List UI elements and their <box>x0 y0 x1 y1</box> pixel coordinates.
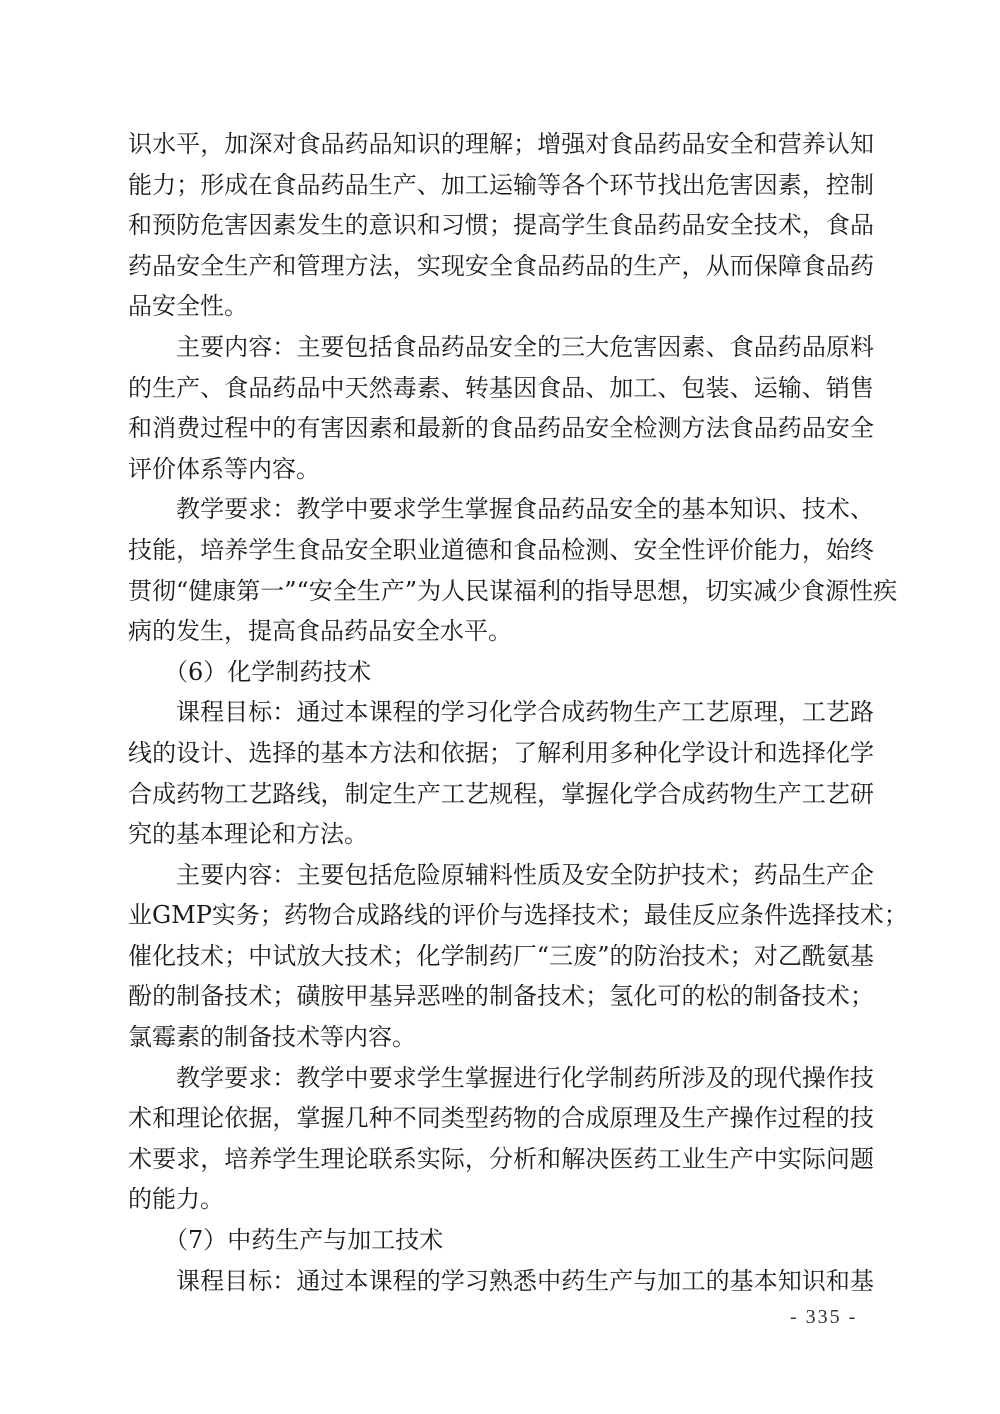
paragraph-start-line: 主要内容：主要包括食品药品安全的三大危害因素、食品药品原料 <box>176 332 874 361</box>
document-body <box>128 124 908 1301</box>
text-line: 催化技术；中试放大技术；化学制药厂“三废”的防治技术；对乙酰氨基 <box>128 941 874 970</box>
text-line: 业GMP实务；药物合成路线的评价与选择技术；最佳反应条件选择技术； <box>128 901 908 930</box>
paragraph-start-line: 课程目标：通过本课程的学习熟悉中药生产与加工的基本知识和基 <box>176 1266 874 1295</box>
paragraph-start-line: 主要内容：主要包括危险原辅料性质及安全防护技术；药品生产企 <box>176 860 874 889</box>
text-line: 贯彻“健康第一”“安全生产”为人民谋福利的指导思想，切实减少食源性疾 <box>128 576 898 605</box>
text-line: 能力；形成在食品药品生产、加工运输等各个环节找出危害因素，控制 <box>128 170 874 199</box>
text-line: 线的设计、选择的基本方法和依据；了解利用多种化学设计和选择化学 <box>128 738 874 767</box>
text-line: 病的发生，提高食品药品安全水平。 <box>128 617 512 646</box>
text-line: 药品安全生产和管理方法，实现安全食品药品的生产，从而保障食品药 <box>128 251 874 280</box>
text-line: 品安全性。 <box>128 292 248 321</box>
text-line: 和预防危害因素发生的意识和习惯；提高学生食品药品安全技术，食品 <box>128 211 874 240</box>
text-line: 识水平，加深对食品药品知识的理解；增强对食品药品安全和营养认知 <box>128 130 874 158</box>
paragraph-start-line: 教学要求：教学中要求学生掌握进行化学制药所涉及的现代操作技 <box>176 1063 874 1092</box>
text-line: 技能，培养学生食品安全职业道德和食品检测、安全性评价能力，始终 <box>128 535 874 564</box>
text-line: 术和理论依据，掌握几种不同类型药物的合成原理及生产操作过程的技 <box>128 1104 874 1133</box>
page-number: - 335 - <box>790 1306 858 1328</box>
text-line: 究的基本理论和方法。 <box>128 820 368 849</box>
text-line: 的生产、食品药品中天然毒素、转基因食品、加工、包装、运输、销售 <box>128 373 874 402</box>
section-heading: （7）中药生产与加工技术 <box>164 1226 444 1255</box>
text-line: 和消费过程中的有害因素和最新的食品药品安全检测方法食品药品安全 <box>128 414 874 443</box>
text-line: 的能力。 <box>128 1185 224 1214</box>
section-heading: （6）化学制药技术 <box>164 657 372 686</box>
text-line: 酚的制备技术；磺胺甲基异恶唑的制备技术；氢化可的松的制备技术； <box>128 982 874 1011</box>
text-line: 术要求，培养学生理论联系实际，分析和解决医药工业生产中实际问题 <box>128 1144 874 1173</box>
text-line: 评价体系等内容。 <box>128 454 320 483</box>
text-line: 氯霉素的制备技术等内容。 <box>128 1023 416 1052</box>
paragraph-start-line: 教学要求：教学中要求学生掌握食品药品安全的基本知识、技术、 <box>176 495 874 524</box>
paragraph-start-line: 课程目标：通过本课程的学习化学合成药物生产工艺原理，工艺路 <box>176 698 874 727</box>
text-line: 合成药物工艺路线，制定生产工艺规程，掌握化学合成药物生产工艺研 <box>128 779 874 808</box>
